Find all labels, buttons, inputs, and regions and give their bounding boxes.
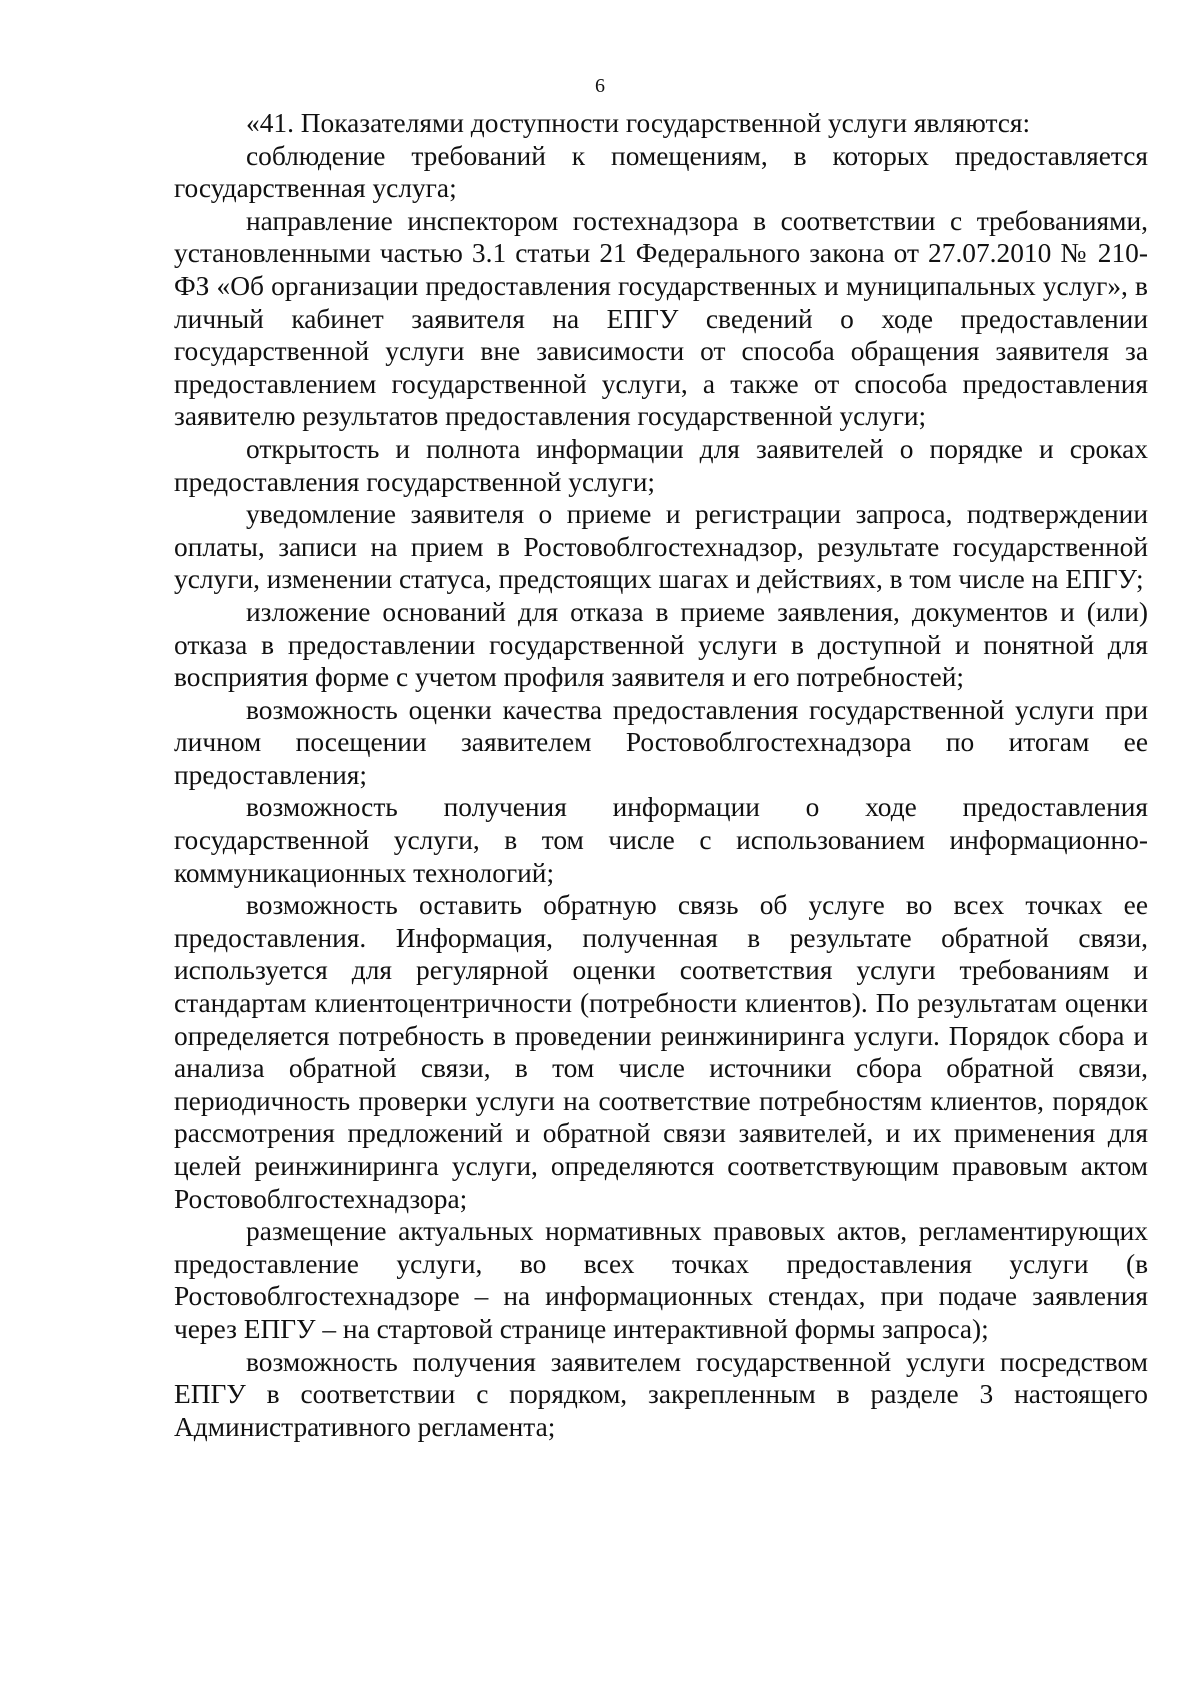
paragraph-refusal-grounds: изложение оснований для отказа в приеме заявления, документов и (или) отказа в предоставлении государственной услуги в доступной и понятной для восприятия форме с учетом профиля заявителя и его потребностей; [174,596,1148,693]
paragraph-information-openness: открытость и полнота информации для заявителей о порядке и сроках предоставления государственной услуги; [174,433,1148,497]
paragraph-quality-assessment: возможность оценки качества предоставления государственной услуги при личном посещении заявителем Ростовоблгостехнадзора по итогам ее предоставления; [174,694,1148,790]
paragraph-premises-requirements: соблюдение требований к помещениям, в которых предоставляется государственная услуга; [174,140,1148,204]
paragraph-progress-information: возможность получения информации о ходе предоставления государственной услуги, в том числе с использованием информационно-коммуникационных технологий; [174,792,1148,888]
paragraph-normative-acts: размещение актуальных нормативных правовых актов, регламентирующих предоставление услуги, во всех точках предоставления услуги (в Ростовоблгостехнадзоре – на информационных стендах, при подаче заявления через ЕПГУ – на стартовой странице интерактивной формы запроса); [174,1216,1148,1344]
document-body [174,107,1148,1443]
paragraph-applicant-notification: уведомление заявителя о приеме и регистрации запроса, подтверждении оплаты, записи на прием в Ростовоблгостехнадзор, результате государственной услуги, изменении статуса, предстоящих шагах и действиях, в том числе на ЕПГУ; [174,499,1148,595]
paragraph-epgu-service: возможность получения заявителем государственной услуги посредством ЕПГУ в соответствии с порядком, закрепленным в разделе 3 настоящего Административного регламента; [174,1346,1148,1442]
page-number: 6 [595,75,605,97]
paragraph-inspector-notification: направление инспектором гостехнадзора в соответствии с требованиями, установленными частью 3.1 статьи 21 Федерального закона от 27.07.2010 № 210-ФЗ «Об организации предоставления государственных и муниципальных услуг», в личный кабинет заявителя на ЕПГУ сведений о ходе предоставлении государственной услуги вне зависимости от способа обращения заявителя за предоставлением государственной услуги, а также от способа предоставления заявителю результатов предоставления государственной услуги; [174,205,1148,432]
paragraph-item-41-heading: «41. Показателями доступности государственной услуги являются: [246,108,1031,138]
paragraph-feedback: возможность оставить обратную связь об услуге во всех точках ее предоставления. Информация, полученная в результате обратной связи, используется для регулярной оценки соответствия услуги требованиям и стандартам клиентоцентричности (потребности клиентов). По результатам оценки определяется потребность в проведении реинжиниринга услуги. Порядок сбора и анализа обратной связи, в том числе источники сбора обратной связи, периодичность проверки услуги на соответствие потребностям клиентов, порядок рассмотрения предложений и обратной связи заявителей, и их применения для целей реинжиниринга услуги, определяются соответствующим правовым актом Ростовоблгостехнадзора; [174,890,1148,1214]
